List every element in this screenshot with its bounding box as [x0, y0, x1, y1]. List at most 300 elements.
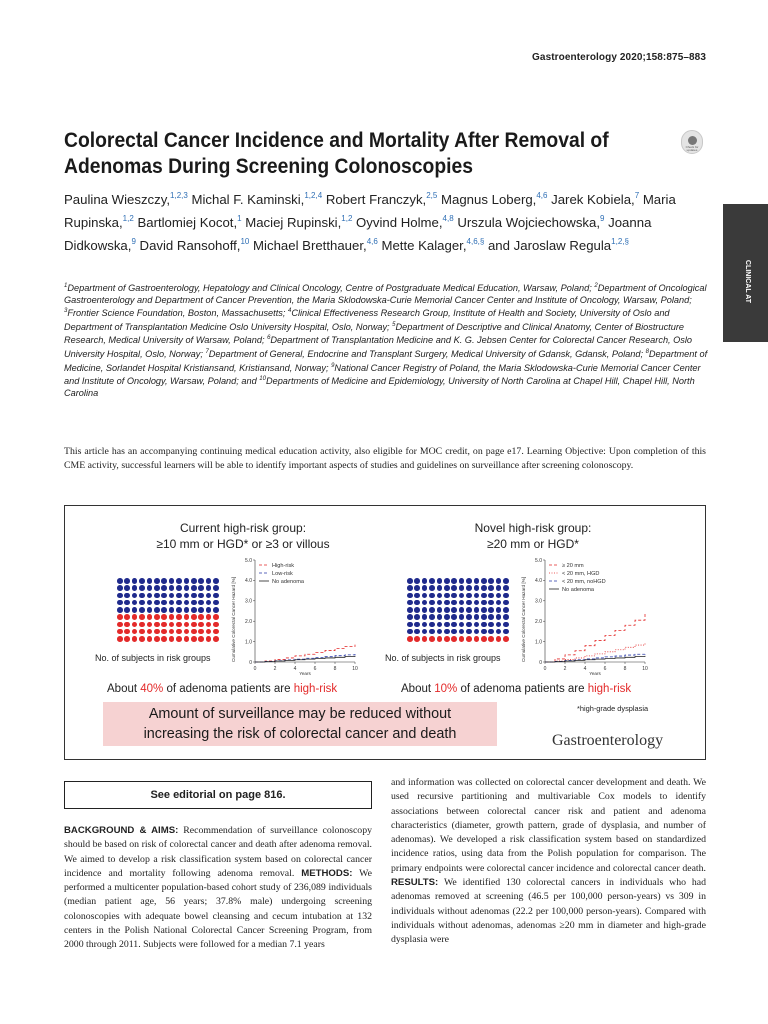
low-risk-subject-dot — [191, 578, 197, 584]
low-risk-subject-dot — [213, 585, 219, 591]
low-risk-subject-dot — [503, 600, 509, 606]
high-risk-subject-dot — [169, 636, 175, 642]
affiliation-text: Department of Medicine, Sorlandet Hospital Kristiansand, Kristiansand, Norway; — [64, 348, 708, 373]
section-heading: METHODS: — [301, 867, 353, 879]
high-risk-subject-dot — [206, 614, 212, 620]
low-risk-subject-dot — [414, 622, 420, 628]
low-risk-subject-dot — [437, 585, 443, 591]
low-risk-subject-dot — [407, 585, 413, 591]
low-risk-subject-dot — [422, 578, 428, 584]
low-risk-subject-dot — [154, 578, 160, 584]
low-risk-subject-dot — [503, 578, 509, 584]
low-risk-subject-dot — [437, 593, 443, 599]
low-risk-subject-dot — [184, 593, 190, 599]
affiliation-text: Frontier Science Foundation, Boston, Massachusetts; — [67, 308, 288, 319]
high-risk-subject-dot — [117, 629, 123, 635]
author-name: Jarek Kobiela, — [547, 192, 635, 207]
low-risk-subject-dot — [198, 593, 204, 599]
high-risk-subject-dot — [481, 636, 487, 642]
low-risk-subject-dot — [444, 622, 450, 628]
left-about-text — [107, 683, 337, 695]
low-risk-subject-dot — [117, 607, 123, 613]
right-about-text — [401, 683, 631, 695]
low-risk-subject-dot — [213, 593, 219, 599]
low-risk-subject-dot — [132, 607, 138, 613]
high-risk-subject-dot — [437, 636, 443, 642]
low-risk-subject-dot — [132, 593, 138, 599]
low-risk-subject-dot — [474, 593, 480, 599]
high-risk-subject-dot — [176, 622, 182, 628]
high-risk-subject-dot — [117, 622, 123, 628]
x-tick-label: 4 — [293, 666, 297, 672]
low-risk-subject-dot — [206, 593, 212, 599]
low-risk-subject-dot — [147, 593, 153, 599]
x-tick-label: 4 — [583, 666, 587, 672]
low-risk-subject-dot — [459, 593, 465, 599]
x-tick-label: 0 — [253, 666, 257, 672]
low-risk-subject-dot — [496, 629, 502, 635]
x-axis-label: Years — [299, 671, 311, 676]
left-panel-heading — [143, 520, 343, 552]
low-risk-subject-dot — [459, 600, 465, 606]
low-risk-subject-dot — [437, 578, 443, 584]
high-risk-subject-dot — [407, 636, 413, 642]
low-risk-subject-dot — [444, 578, 450, 584]
y-tick-label: 3.0 — [535, 598, 542, 605]
high-risk-subject-dot — [198, 629, 204, 635]
low-risk-subject-dot — [407, 614, 413, 620]
author-affiliation-marker[interactable]: 1,2,3 — [170, 191, 188, 200]
legend-label: < 20 mm, noHGD — [562, 579, 606, 585]
high-risk-subject-dot — [169, 614, 175, 620]
high-risk-subject-dot — [206, 629, 212, 635]
high-risk-subject-dot — [176, 629, 182, 635]
low-risk-subject-dot — [169, 607, 175, 613]
low-risk-subject-dot — [414, 607, 420, 613]
abstract-column-left — [64, 824, 372, 953]
affiliation-text: Department of Gastroenterology, Hepatology and Clinical Oncology, Centre of Postgraduate Medical Education, Warsaw, Poland; — [67, 283, 595, 293]
low-risk-subject-dot — [451, 614, 457, 620]
author-affiliation-marker[interactable]: 1,2 — [122, 214, 134, 223]
high-risk-subject-dot — [444, 636, 450, 642]
low-risk-subject-dot — [451, 600, 457, 606]
y-tick-label: 0 — [249, 659, 252, 666]
low-risk-subject-dot — [488, 593, 494, 599]
low-risk-subject-dot — [198, 585, 204, 591]
low-risk-subject-dot — [481, 593, 487, 599]
author-affiliation-marker[interactable]: 4,6 — [366, 237, 378, 246]
low-risk-subject-dot — [444, 585, 450, 591]
low-risk-subject-dot — [451, 585, 457, 591]
y-tick-label: 5.0 — [535, 557, 542, 564]
low-risk-subject-dot — [496, 614, 502, 620]
high-risk-subject-dot — [191, 622, 197, 628]
y-tick-label: 1.0 — [535, 639, 542, 646]
low-risk-subject-dot — [139, 585, 145, 591]
low-risk-subject-dot — [466, 614, 472, 620]
low-risk-subject-dot — [139, 600, 145, 606]
low-risk-subject-dot — [437, 607, 443, 613]
conclusion-banner — [103, 702, 497, 746]
low-risk-subject-dot — [213, 578, 219, 584]
author-affiliation-marker[interactable]: 1,2,§ — [611, 237, 629, 246]
low-risk-subject-dot — [422, 629, 428, 635]
x-tick-label: 6 — [313, 666, 317, 672]
high-risk-subject-dot — [459, 636, 465, 642]
low-risk-subject-dot — [206, 578, 212, 584]
low-risk-subject-dot — [466, 593, 472, 599]
low-risk-subject-dot — [414, 593, 420, 599]
author-name: and Jaroslaw Regula — [484, 238, 612, 253]
low-risk-subject-dot — [481, 600, 487, 606]
affiliation-text: Department of General, Endocrine and Transplant Surgery, Medical University of Gdansk, Gdansk, Poland; — [208, 348, 646, 359]
low-risk-subject-dot — [444, 593, 450, 599]
low-risk-subject-dot — [414, 614, 420, 620]
high-risk-subject-dot — [169, 622, 175, 628]
high-risk-subject-dot — [124, 629, 130, 635]
high-risk-subject-dot — [132, 636, 138, 642]
affiliation-text: Department of Descriptive and Clinical Anatomy, Center of Biostructure Research, Medical University of Warsaw, Poland; — [64, 321, 685, 346]
affiliation-number: 4 — [287, 308, 292, 315]
section-text: Recommendation of surveillance colonoscopy should be based on risk of colorectal cancer and death after adenoma removal. We aimed to develop a risk classification system based on colorectal cancer incidence and mortality following adenoma removal. — [64, 825, 373, 879]
affiliation-number: 9 — [331, 362, 335, 369]
author-name: Paulina Wieszczy, — [64, 192, 171, 207]
low-risk-subject-dot — [422, 622, 428, 628]
high-risk-subject-dot — [184, 614, 190, 620]
low-risk-subject-dot — [191, 607, 197, 613]
x-tick-label: 6 — [603, 666, 607, 672]
low-risk-subject-dot — [154, 600, 160, 606]
hgd-footnote: *high-grade dysplasia — [577, 704, 649, 713]
right-risk-label: No. of subjects in risk groups — [385, 653, 501, 663]
low-risk-subject-dot — [496, 593, 502, 599]
low-risk-subject-dot — [184, 600, 190, 606]
low-risk-subject-dot — [139, 593, 145, 599]
author-name: Michal F. Kaminski, — [187, 192, 305, 207]
low-risk-subject-dot — [169, 578, 175, 584]
low-risk-subject-dot — [429, 585, 435, 591]
low-risk-subject-dot — [132, 585, 138, 591]
low-risk-subject-dot — [191, 600, 197, 606]
section-heading: BACKGROUND & AIMS: — [64, 825, 179, 836]
low-risk-subject-dot — [488, 600, 494, 606]
low-risk-subject-dot — [154, 607, 160, 613]
low-risk-subject-dot — [132, 578, 138, 584]
low-risk-subject-dot — [496, 607, 502, 613]
y-tick-label: 2.0 — [245, 619, 252, 625]
author-affiliation-marker[interactable]: 1 — [237, 214, 242, 223]
affiliation-text: National Cancer Registry of Poland, the Maria Sklodowska-Curie Memorial Cancer Center and Institute of Oncology, Warsaw, Poland; and — [64, 362, 701, 387]
low-risk-subject-dot — [132, 600, 138, 606]
high-risk-subject-dot — [191, 629, 197, 635]
low-risk-subject-dot — [206, 585, 212, 591]
low-risk-subject-dot — [429, 578, 435, 584]
high-risk-subject-dot — [132, 629, 138, 635]
high-risk-subject-dot — [466, 636, 472, 642]
low-risk-subject-dot — [459, 629, 465, 635]
low-risk-subject-dot — [437, 622, 443, 628]
journal-logo: Gastroenterology — [552, 732, 664, 749]
affiliation-number: 6 — [267, 335, 271, 342]
affiliation-number: 10 — [259, 376, 266, 383]
low-risk-subject-dot — [407, 622, 413, 628]
low-risk-subject-dot — [407, 600, 413, 606]
high-risk-subject-dot — [147, 629, 153, 635]
low-risk-subject-dot — [422, 600, 428, 606]
low-risk-subject-dot — [466, 578, 472, 584]
affiliation-text: Department of Oncological Gastroenterology and Department of Cancer Prevention, the Maria Sklodowska-Curie Memorial Cancer Center and Institute of Oncology, Warsaw, Poland; — [64, 283, 707, 305]
high-risk-subject-dot — [147, 622, 153, 628]
cme-note: This article has an accompanying continuing medical education activity, also eligible for MOC credit, on page e17. Learning Objective: Upon completion of this CME activity, successful learners will be able to identify important aspects of studies and guidelines on surveillance after screening colonoscopy. — [64, 446, 706, 472]
low-risk-subject-dot — [407, 629, 413, 635]
low-risk-subject-dot — [437, 614, 443, 620]
low-risk-subject-dot — [474, 600, 480, 606]
low-risk-subject-dot — [147, 585, 153, 591]
low-risk-subject-dot — [191, 585, 197, 591]
affiliations — [64, 281, 714, 399]
high-risk-subject-dot — [184, 622, 190, 628]
high-risk-subject-dot — [117, 636, 123, 642]
high-risk-subject-dot — [154, 614, 160, 620]
low-risk-subject-dot — [459, 585, 465, 591]
low-risk-subject-dot — [496, 622, 502, 628]
left-about-percent: 40% — [140, 683, 164, 695]
author-affiliation-marker[interactable]: 2,5 — [426, 191, 438, 200]
high-risk-subject-dot — [213, 622, 219, 628]
low-risk-subject-dot — [124, 578, 130, 584]
low-risk-subject-dot — [488, 578, 494, 584]
low-risk-subject-dot — [176, 600, 182, 606]
high-risk-subject-dot — [198, 636, 204, 642]
check-for-updates-badge[interactable] — [681, 130, 703, 154]
low-risk-subject-dot — [459, 578, 465, 584]
low-risk-subject-dot — [474, 629, 480, 635]
low-risk-subject-dot — [481, 585, 487, 591]
author-affiliation-marker[interactable]: 4,6,§ — [466, 237, 485, 246]
low-risk-subject-dot — [503, 622, 509, 628]
y-tick-label: 3.0 — [245, 598, 252, 605]
low-risk-subject-dot — [161, 607, 167, 613]
conclusion-line2: increasing the risk of colorectal cancer and death — [143, 726, 457, 742]
x-tick-label: 8 — [623, 666, 627, 672]
low-risk-subject-dot — [466, 585, 472, 591]
low-risk-subject-dot — [459, 622, 465, 628]
low-risk-subject-dot — [169, 600, 175, 606]
legend-label: No adenoma — [272, 579, 305, 585]
y-tick-label: 5.0 — [245, 557, 252, 564]
low-risk-subject-dot — [161, 578, 167, 584]
low-risk-subject-dot — [124, 600, 130, 606]
low-risk-subject-dot — [147, 607, 153, 613]
low-risk-subject-dot — [429, 629, 435, 635]
section-text: and information was collected on colorectal cancer development and death. We used recursive partitioning and multivariable Cox models to identify associations between colorectal cancer risk and patient and adenoma characteristics (diameter, growth pattern, grade of dysplasia, and number of adenomas). We developed a risk classification system based on standardized incidence ratios, using data from the Polish population for comparison. The primary endpoints were colorectal cancer incidence and colorectal cancer death. — [391, 777, 706, 874]
low-risk-subject-dot — [481, 578, 487, 584]
low-risk-subject-dot — [466, 622, 472, 628]
author-affiliation-marker[interactable]: 10 — [240, 237, 250, 246]
author-name: Maciej Rupinski, — [241, 215, 342, 230]
low-risk-subject-dot — [407, 593, 413, 599]
abstract-column-right — [391, 776, 706, 948]
low-risk-subject-dot — [444, 600, 450, 606]
editorial-link[interactable]: See editorial on page 816. — [64, 781, 372, 809]
low-risk-subject-dot — [503, 629, 509, 635]
high-risk-subject-dot — [169, 629, 175, 635]
left-about-group: high-risk — [293, 683, 338, 695]
high-risk-subject-dot — [139, 636, 145, 642]
y-tick-label: 4.0 — [245, 578, 252, 585]
right-about-percent: 10% — [434, 683, 458, 695]
high-risk-subject-dot — [124, 622, 130, 628]
high-risk-subject-dot — [124, 614, 130, 620]
high-risk-subject-dot — [154, 629, 160, 635]
low-risk-subject-dot — [161, 593, 167, 599]
author-name: Michael Bretthauer, — [249, 238, 367, 253]
high-risk-subject-dot — [213, 629, 219, 635]
article-title: Colorectal Cancer Incidence and Mortality After Removal of Adenomas During Screening Colonoscopies — [64, 129, 609, 178]
high-risk-subject-dot — [117, 614, 123, 620]
high-risk-subject-dot — [191, 614, 197, 620]
author-name: Joanna Didkowska, — [64, 215, 652, 253]
low-risk-subject-dot — [466, 607, 472, 613]
low-risk-subject-dot — [176, 578, 182, 584]
low-risk-subject-dot — [176, 607, 182, 613]
high-risk-subject-dot — [198, 622, 204, 628]
affiliation-number: 3 — [64, 308, 68, 315]
low-risk-subject-dot — [474, 622, 480, 628]
low-risk-subject-dot — [488, 585, 494, 591]
y-axis-label: Cumulative Colorectal Cancer Hazard [%] — [231, 576, 236, 662]
high-risk-subject-dot — [139, 614, 145, 620]
low-risk-subject-dot — [466, 600, 472, 606]
right-about-group: high-risk — [587, 683, 632, 695]
x-axis-label: Years — [589, 671, 601, 676]
low-risk-subject-dot — [414, 585, 420, 591]
x-tick-label: 0 — [543, 666, 547, 672]
legend-label: Low-risk — [272, 571, 293, 577]
high-risk-subject-dot — [139, 629, 145, 635]
low-risk-subject-dot — [206, 600, 212, 606]
high-risk-subject-dot — [213, 614, 219, 620]
section-text: We identified 130 colorectal cancers in individuals who had adenomas removed at screening (46.5 per 100,000 person-years) vs 309 in individuals without adenomas (22.2 per 100,000 person-years). Compared with individuals without adenomas, adenomas ≥20 mm in diameter and high-grade dysplasia were — [391, 877, 706, 946]
y-axis-label: Cumulative Colorectal Cancer Hazard [%] — [521, 576, 526, 662]
low-risk-subject-dot — [451, 593, 457, 599]
author-name: Maria Rupinska, — [64, 192, 676, 230]
low-risk-subject-dot — [451, 607, 457, 613]
low-risk-subject-dot — [474, 585, 480, 591]
low-risk-subject-dot — [422, 593, 428, 599]
section-tab — [723, 204, 768, 342]
left-dot-grid — [117, 578, 219, 650]
low-risk-subject-dot — [429, 622, 435, 628]
low-risk-subject-dot — [488, 622, 494, 628]
low-risk-subject-dot — [429, 614, 435, 620]
low-risk-subject-dot — [437, 629, 443, 635]
high-risk-subject-dot — [206, 622, 212, 628]
author-affiliation-marker[interactable]: 9 — [600, 214, 605, 223]
low-risk-subject-dot — [429, 593, 435, 599]
author-affiliation-marker[interactable]: 4,6 — [536, 191, 548, 200]
low-risk-subject-dot — [459, 614, 465, 620]
affiliation-text: Clinical Effectiveness Research Group, Institute of Health and Society, University of Oslo and Department of Transplantation Medicine Oslo University Hospital, Oslo, Norway; — [64, 308, 670, 332]
low-risk-subject-dot — [429, 607, 435, 613]
high-risk-subject-dot — [176, 614, 182, 620]
author-name: David Ransohoff, — [135, 238, 241, 253]
high-risk-subject-dot — [184, 629, 190, 635]
high-risk-subject-dot — [161, 614, 167, 620]
low-risk-subject-dot — [213, 607, 219, 613]
low-risk-subject-dot — [481, 629, 487, 635]
affiliation-number: 8 — [645, 348, 649, 355]
low-risk-subject-dot — [154, 585, 160, 591]
y-tick-label: 2.0 — [535, 619, 542, 625]
low-risk-subject-dot — [117, 585, 123, 591]
low-risk-subject-dot — [117, 593, 123, 599]
low-risk-subject-dot — [503, 607, 509, 613]
low-risk-subject-dot — [474, 578, 480, 584]
low-risk-subject-dot — [474, 614, 480, 620]
low-risk-subject-dot — [407, 607, 413, 613]
low-risk-subject-dot — [414, 629, 420, 635]
author-name: Magnus Loberg, — [437, 192, 537, 207]
low-risk-subject-dot — [124, 593, 130, 599]
high-risk-subject-dot — [132, 614, 138, 620]
low-risk-subject-dot — [414, 600, 420, 606]
high-risk-subject-dot — [503, 636, 509, 642]
author-affiliation-marker[interactable]: 4,8 — [442, 214, 454, 223]
low-risk-subject-dot — [139, 578, 145, 584]
author-name: Mette Kalager, — [377, 238, 467, 253]
low-risk-subject-dot — [198, 600, 204, 606]
author-affiliation-marker[interactable]: 1,2,4 — [304, 191, 323, 200]
author-affiliation-marker[interactable]: 1,2 — [341, 214, 353, 223]
left-hazard-chart — [225, 552, 365, 676]
low-risk-subject-dot — [147, 578, 153, 584]
author-name: Robert Franczyk, — [322, 192, 427, 207]
low-risk-subject-dot — [451, 629, 457, 635]
high-risk-subject-dot — [176, 636, 182, 642]
low-risk-subject-dot — [422, 614, 428, 620]
low-risk-subject-dot — [437, 600, 443, 606]
author-affiliation-marker[interactable]: 7 — [634, 191, 640, 200]
low-risk-subject-dot — [503, 585, 509, 591]
author-affiliation-marker[interactable]: 9 — [131, 237, 136, 246]
left-heading-line1: Current high-risk group: — [179, 521, 307, 535]
low-risk-subject-dot — [459, 607, 465, 613]
x-tick-label: 10 — [642, 666, 648, 672]
right-about-prefix: About — [401, 683, 435, 695]
high-risk-subject-dot — [139, 622, 145, 628]
high-risk-subject-dot — [414, 636, 420, 642]
legend-label: ≥ 20 mm — [562, 563, 584, 569]
author-list — [64, 186, 704, 255]
high-risk-subject-dot — [206, 636, 212, 642]
affiliation-number: 7 — [205, 348, 209, 355]
legend-label: No adenoma — [562, 587, 595, 593]
high-risk-subject-dot — [191, 636, 197, 642]
left-about-mid: of adenoma patients are — [163, 683, 294, 695]
low-risk-subject-dot — [466, 629, 472, 635]
left-heading-line2: ≥10 mm or HGD* or ≥3 or villous — [156, 537, 330, 551]
low-risk-subject-dot — [169, 593, 175, 599]
high-risk-subject-dot — [154, 636, 160, 642]
low-risk-subject-dot — [161, 585, 167, 591]
low-risk-subject-dot — [407, 578, 413, 584]
low-risk-subject-dot — [451, 578, 457, 584]
low-risk-subject-dot — [444, 614, 450, 620]
low-risk-subject-dot — [154, 593, 160, 599]
high-risk-subject-dot — [132, 622, 138, 628]
left-risk-label: No. of subjects in risk groups — [95, 653, 211, 663]
